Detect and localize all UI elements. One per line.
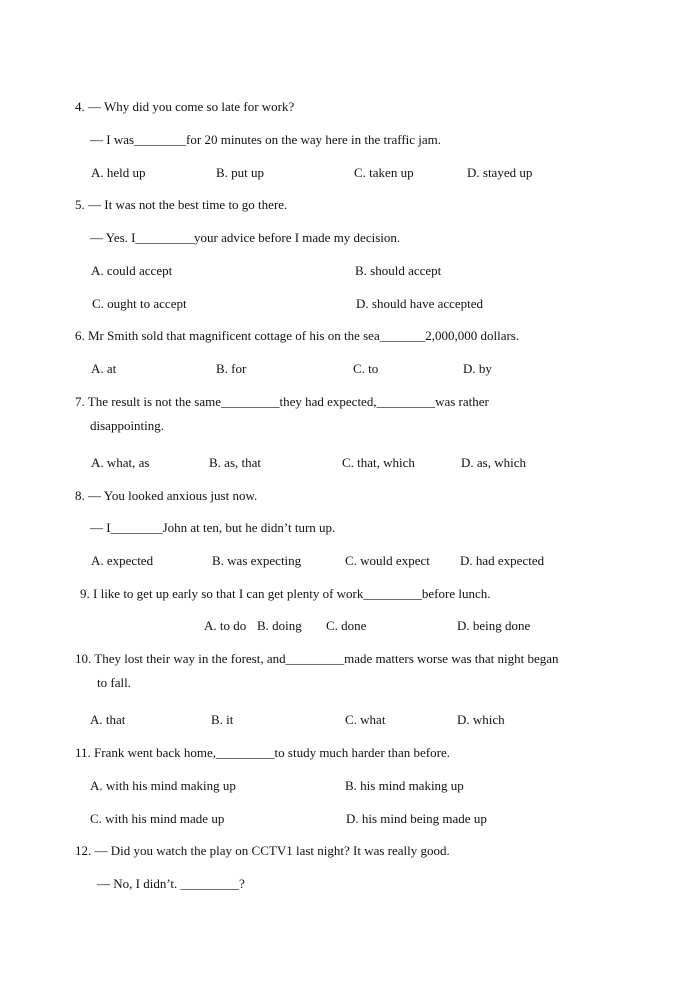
question-10-option-c: C. what — [345, 712, 386, 727]
question-10-option-d: D. which — [457, 712, 505, 727]
question-4-reply: — I was________for 20 minutes on the way here in the traffic jam. — [90, 132, 442, 147]
question-12-reply: — No, I didn’t. _________? — [97, 876, 245, 891]
question-4-option-d: D. stayed up — [467, 165, 533, 180]
question-10-option-a: A. that — [90, 712, 126, 727]
question-6-option-a: A. at — [91, 361, 117, 376]
question-7-option-c: C. that, which — [342, 455, 415, 470]
question-9-option-b: B. doing — [257, 618, 302, 633]
question-8-option-b: B. was expecting — [212, 553, 302, 568]
question-5-option-b: B. should accept — [355, 263, 442, 278]
question-11-option-d: D. his mind being made up — [346, 811, 487, 826]
question-9-option-a: A. to do — [204, 618, 247, 633]
question-11-option-b: B. his mind making up — [345, 778, 464, 793]
question-7-text-cont: disappointing. — [90, 418, 165, 433]
question-9-option-d: D. being done — [457, 618, 531, 633]
question-9-text: 9. I like to get up early so that I can get plenty of work_________before lunch. — [80, 586, 491, 601]
question-7-option-a: A. what, as — [91, 455, 150, 470]
question-4-option-c: C. taken up — [354, 165, 414, 180]
question-5-reply: — Yes. I_________your advice before I made my decision. — [90, 230, 401, 245]
question-6-text: 6. Mr Smith sold that magnificent cottage of his on the sea_______2,000,000 dollars. — [75, 328, 520, 343]
question-12-text: 12. — Did you watch the play on CCTV1 last night? It was really good. — [75, 843, 450, 858]
question-10-text: 10. They lost their way in the forest, and_________made matters worse was that night began — [75, 651, 559, 666]
question-5-option-c: C. ought to accept — [92, 296, 187, 311]
question-8-option-c: C. would expect — [345, 553, 430, 568]
question-10-option-b: B. it — [211, 712, 234, 727]
question-8-option-a: A. expected — [91, 553, 154, 568]
question-5-text: 5. — It was not the best time to go there. — [75, 197, 288, 212]
question-10-text-cont: to fall. — [97, 675, 131, 690]
question-6-option-d: D. by — [463, 361, 492, 376]
question-11-option-a: A. with his mind making up — [90, 778, 236, 793]
question-8-option-d: D. had expected — [460, 553, 545, 568]
question-4-option-b: B. put up — [216, 165, 265, 180]
question-8-text: 8. — You looked anxious just now. — [75, 488, 258, 503]
question-11-option-c: C. with his mind made up — [90, 811, 225, 826]
question-9-option-c: C. done — [326, 618, 367, 633]
question-11-text: 11. Frank went back home,_________to study much harder than before. — [75, 745, 450, 760]
question-7-option-d: D. as, which — [461, 455, 526, 470]
question-4-text: 4. — Why did you come so late for work? — [75, 99, 295, 114]
question-6-option-c: C. to — [353, 361, 379, 376]
question-6-option-b: B. for — [216, 361, 247, 376]
question-4-option-a: A. held up — [91, 165, 146, 180]
question-7-text: 7. The result is not the same_________they had expected,_________was rather — [75, 394, 489, 409]
question-5-option-d: D. should have accepted — [356, 296, 484, 311]
question-8-reply: — I________John at ten, but he didn’t turn up. — [90, 520, 336, 535]
question-7-option-b: B. as, that — [209, 455, 261, 470]
question-5-option-a: A. could accept — [91, 263, 173, 278]
